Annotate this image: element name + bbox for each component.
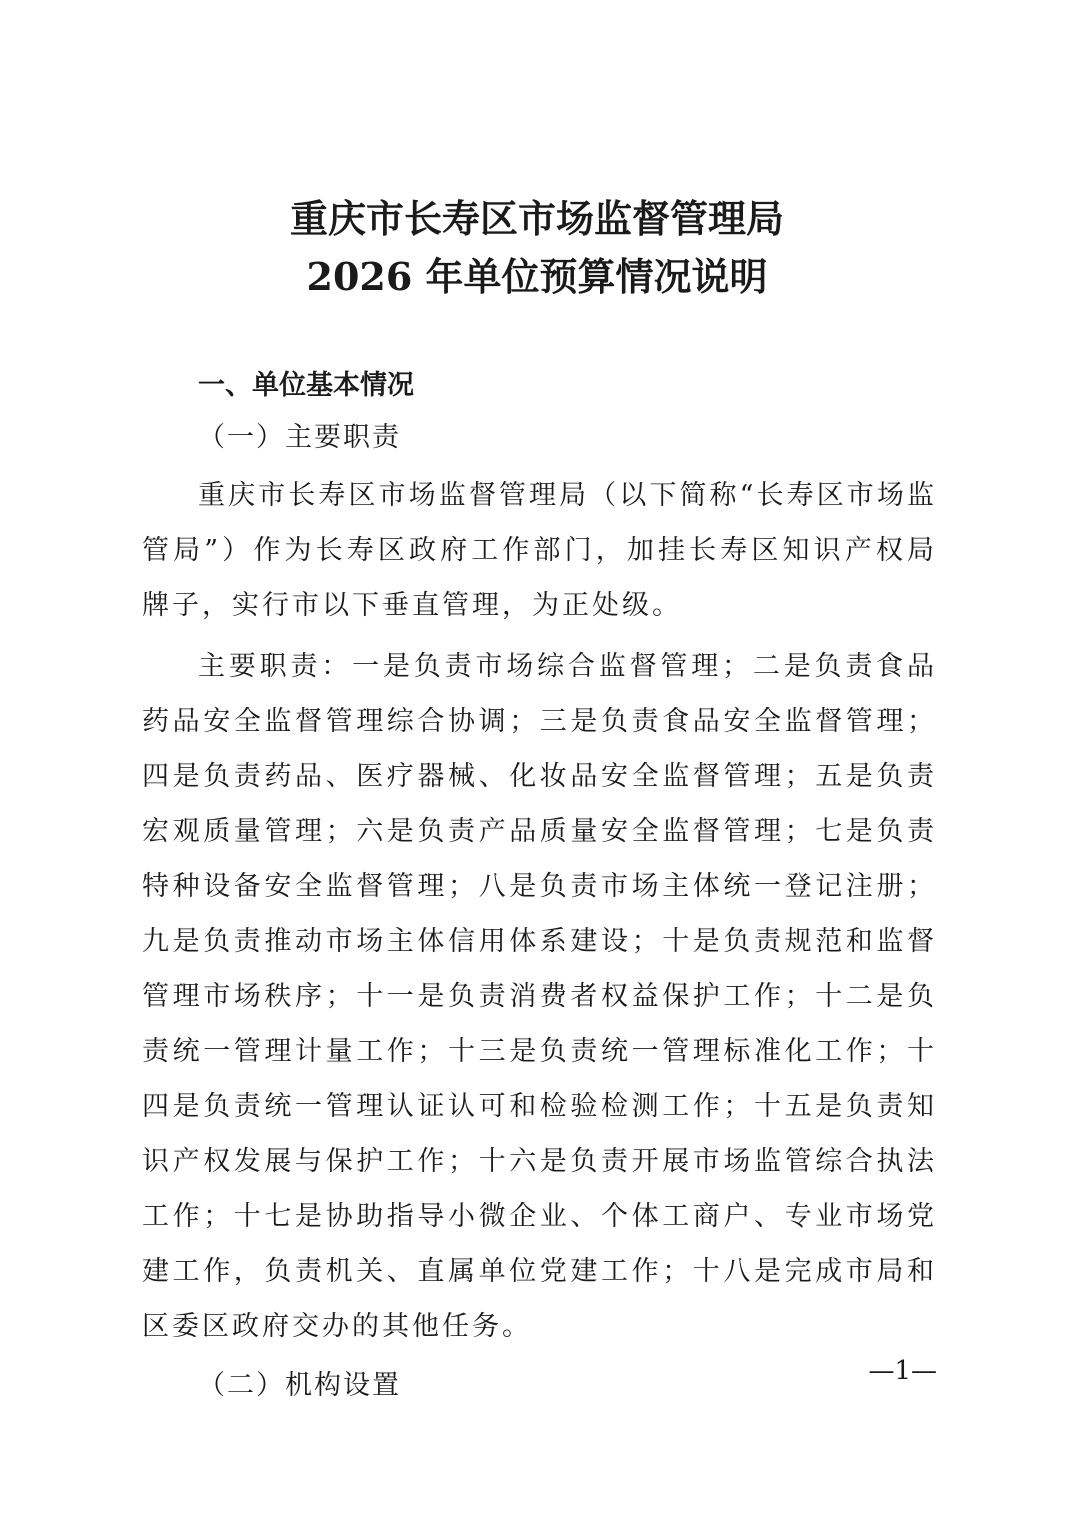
subsection-heading-organization: （二）机构设置 bbox=[198, 1370, 401, 1401]
subsection-heading-main-duties: （一）主要职责 bbox=[198, 422, 401, 453]
document-title-line2: 2026 年单位预算情况说明 bbox=[306, 254, 768, 299]
section-heading-basic-info: 一、单位基本情况 bbox=[198, 370, 414, 401]
document-title-line1: 重庆市长寿区市场监督管理局 bbox=[289, 196, 784, 241]
document-body bbox=[142, 360, 937, 1412]
paragraph-introduction: 重庆市长寿区市场监督管理局（以下简称“长寿区市场监管局”）作为长寿区政府工作部门，加挂长寿区知识产权局牌子，实行市以下垂直管理，为正处级。 bbox=[142, 480, 937, 621]
paragraph-main-duties: 主要职责：一是负责市场综合监督管理；二是负责食品药品安全监督管理综合协调；三是负责食品安全监督管理；四是负责药品、医疗器械、化妆品安全监督管理；五是负责宏观质量管理；六是负责产品质量安全监督管理；七是负责特种设备安全监督管理；八是负责市场主体统一登记注册；九是负责推动市场主体信用体系建设；十是负责规范和监督管理市场秩序；十一是负责消费者权益保护工作；十二是负责统一管理计量工作；十三是负责统一管理标准化工作；十四是负责统一管理认证认可和检验检测工作；十五是负责知识产权发展与保护工作；十六是负责开展市场监管综合执法工作；十七是协助指导小微企业、个体工商户、专业市场党建工作，负责机关、直属单位党建工作；十八是完成市局和区委区政府交办的其他任务。 bbox=[142, 651, 937, 1342]
page-number: —1— bbox=[868, 1356, 937, 1386]
